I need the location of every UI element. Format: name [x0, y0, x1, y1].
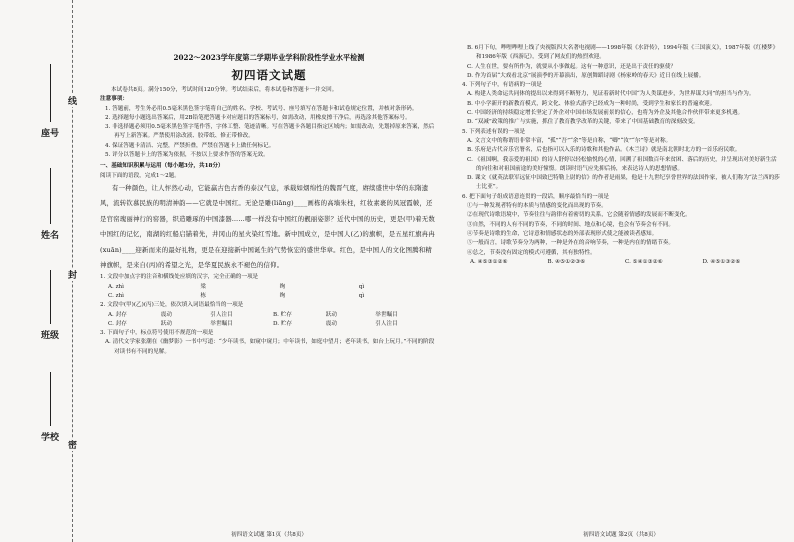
- note-1: 1. 答题前，考生务必用0.5毫米黑色签字笔将自己的姓名、学校、考试号、座号填写在答题卡和试卷规定位置，并核对条形码。: [105, 105, 418, 112]
- q5-option-b: B. 乐府是古代音乐官署名，后也指可以入乐的诗歌和其他作品。《木兰诗》就是南北朝时北方的一首乐府民歌。: [467, 147, 741, 154]
- q6-option-a: A. ④⑤③①②⑥: [470, 258, 508, 265]
- q6-options: [462, 258, 780, 267]
- q6-item-1: ①与一种发现者特有的本质与情感的变化而出现的节奏。: [467, 203, 607, 210]
- exam-title: 2022～2023学年度第二学期毕业学科阶段性学业水平检测: [173, 53, 365, 62]
- q3-option-c: C. 人生在世，要有所作为，就要从小事做起。这有一种意识，还是出于责任的驱使？: [467, 63, 677, 70]
- note-5: 5. 评分以答题卡上的答案为依据，不按以上要求作答的答案无效。: [105, 152, 269, 159]
- q1-option-c: C. zhì 栋 绚 qì: [108, 293, 365, 299]
- note-4: 4. 保证答题卡清洁、完整，严禁折叠，严禁在答题卡上做任何标记。: [105, 142, 275, 149]
- q4-option-c: C. 中国经济的持续稳定增长坚定了外企对中国市场发展前景的信心，也将为外企及其他合作伙伴带来更多机遇。: [467, 110, 744, 117]
- seal-char-secret: 密: [68, 438, 77, 451]
- seal-char-line: 线: [68, 94, 77, 107]
- q4-option-b: B. 中小学新开的新教育模式，跨文化、体验式游学已经成为一种时尚，受到学生和家长的普遍欢迎。: [467, 100, 716, 107]
- seat-write-line: [50, 64, 51, 122]
- question-5: 5. 下列表述有误的一项是: [462, 128, 526, 135]
- q5-option-c: C. 《祖国啊，我亲爱的祖国》的诗人舒婷以轻松愉悦的心情，回溯了祖国数百年来贫困、落后的历史，并呈现出对美好新生活的向往和对祖国前途的美好憧憬。朗读时语气应先抑后扬，来表达诗人的思想情感。: [467, 156, 777, 172]
- page-1: [100, 0, 438, 357]
- q6-item-5: ⑤一般而言，诗歌节奏分为两种，一种是外在的音响节奏，一种是内在的情绪节奏。: [467, 240, 674, 247]
- question-1: 1. 文段中加点字的注音和横线处应填的汉字，完全正确的一项是: [100, 274, 259, 281]
- q2-options-ab: A. 封存 震动 引人注目 B. 贮存 跃动 举世瞩目: [108, 311, 398, 318]
- q6-option-b: B. ④⑤①②③⑥: [547, 258, 586, 265]
- school-label: 学校: [41, 433, 60, 443]
- q5-option-a: A. 文言文中的称谓语非常丰富，“孤”“吾”“余”等是自称，“卿”“汝”“尔”等是对称。: [467, 137, 672, 144]
- question-3: 3. 下面句子中，标点符号使用不规范的一项是: [100, 330, 214, 337]
- q6-option-d: D. ④⑤①③②⑥: [702, 258, 741, 265]
- notes-title: 注意事项：: [100, 96, 128, 103]
- question-4: 4. 下列句子中，有语病的一项是: [462, 82, 542, 89]
- note-2: 2. 选择题每小题选出答案后，用2B铅笔把答题卡对应题目的答案标号，如需改动，用橡皮擦干净后，再选涂其他答案标号。: [105, 114, 411, 121]
- q6-item-3: ③自然，不同的人有不同的节奏，不同的时间、地点和心境，也会有节奏会有不同。: [467, 221, 674, 228]
- binding-strip: [0, 0, 96, 542]
- section-1-heading: 一、基础知识积累与运用（每小题3分，共18分）: [100, 163, 224, 170]
- q3-option-a: A. 清代文学家张潮在《幽梦影》一书中写道：“少年读书，如窥中窥月；中年读书，如庭中望月；老年读书，如台上玩月。”不同的阶段对读书有不同的见解。: [105, 339, 435, 355]
- school-write-line: [50, 372, 51, 426]
- name-label: 姓名: [41, 231, 60, 241]
- q3-option-b: B. 6月下旬，哔哩哔哩上线了央视版四大名著电视剧——1998年版《水浒传》，1994年版《三国演义》，1987年版《红楼梦》和1986年版《西游记》，受到了网友们的热烈欢迎。: [467, 45, 779, 61]
- seal-char-seal: 封: [68, 268, 77, 281]
- note-3: 3. 非选择题必须用0.5毫米黑色签字笔作答，字体工整、笔迹清晰。写在答题卡各题目指定区域内；如需改动，先划掉原来答案，然后再写上新答案。严禁使用涂改液、胶带纸、修正带修改。: [105, 124, 435, 140]
- exam-subtitle: 初四语文试题: [231, 68, 307, 82]
- question-2: 2. 文段中(甲)(乙)(丙)三处，依次填入词语最恰当的一项是: [100, 302, 244, 309]
- question-6: 6. 把下面句子组成语意连贯的一段话，顺序最恰当的一项是: [462, 193, 609, 200]
- q1-option-a: A. zhì 梁 绚 qì: [108, 283, 365, 290]
- q6-item-6: ⑥总之，节奏没有固定的模式可遵循，其有独特性。: [467, 249, 596, 256]
- q3-option-d: D. 作为首届“大戏看北京”展演季的开幕演出，原创舞蹈诗剧《杨家岭的春天》近日在线上展播。: [467, 72, 705, 79]
- q6-item-4: ④节奏是诗歌的生命，它诗意和情感状态的外部表现形式使之能被读者感知。: [467, 230, 658, 237]
- class-write-line: [50, 270, 51, 324]
- q6-item-2: ②在现代诗歌语境中，节奏往往与韵律有着密切的关系，它会随着情感的发展而不断变化。: [467, 212, 691, 219]
- page-2: [462, 44, 780, 267]
- footer-page-2: 初四语文试题 第2页（共8页）: [582, 532, 660, 538]
- q4-option-d: D. “双减”政策的推广与实施，抓住了教育教学改革的关键，带来了中国基础教育的深刻改变。: [467, 119, 699, 126]
- footer-page-1: 初四语文试题 第1页（共8页）: [230, 532, 308, 538]
- intro-text: 本试卷共8页。满分150分，考试时间120分钟。考试结束后，将本试卷和答题卡一并交回。: [111, 87, 338, 93]
- reading-passage: 有一种颜色，让人怦然心动，它能赢古色古香的泰汉气息，承载如烟绵性的魏晋气度，赓续盛世中华的东隋遗风，流转钦慕民族的明清神韵——它就是中国红。无论是雕(liāng)____画栋的高墙朱柱，红妆素裹的凤冠霞帔，还是官窑瑰丽神行的窑器，织造雕琢的中国漆器……哪一样没有中国红的靓丽姿影？近代中国的历史，更是(甲)着无数中国红的记忆，南湖的红船启锚着先，井冈山的星火染红雪地。新中国成立，是中国人(乙)的旗帜，是五星红旗冉冉(xuān)____迎新而来的最好礼物，更是在迎接新中国诞生的气势恢宏的盛世华章。红色，是中国人的文化图腾和精神旗帜，是来自(丙)的希望之光，是华夏民族永不褪色的信仰。: [100, 183, 435, 269]
- read-prompt: 阅读下面的语段，完成1～2题。: [100, 172, 180, 179]
- class-label: 班级: [41, 331, 60, 341]
- seat-label: 座号: [41, 129, 60, 139]
- q5-option-d: D. 课文《就英法联军远征中国致巴特勒上尉的信》的作者是雨果，他是十九世纪享誉世界的法国作家，被人们称为“法兰西的莎士比亚”。: [467, 175, 780, 191]
- q6-option-c: C. ⑤④①③②⑥: [625, 258, 663, 265]
- name-write-line: [50, 168, 51, 224]
- q4-option-a: A. 构建人类命运共同体的提出以来得到不断努力，见证着新时代中国“为人类谋进步，为世界谋大同”的担当与作为。: [467, 91, 755, 98]
- q2-options-cd: C. 封存 跃动 举世瞩目 D. 贮存 震动 引人注目: [108, 320, 398, 327]
